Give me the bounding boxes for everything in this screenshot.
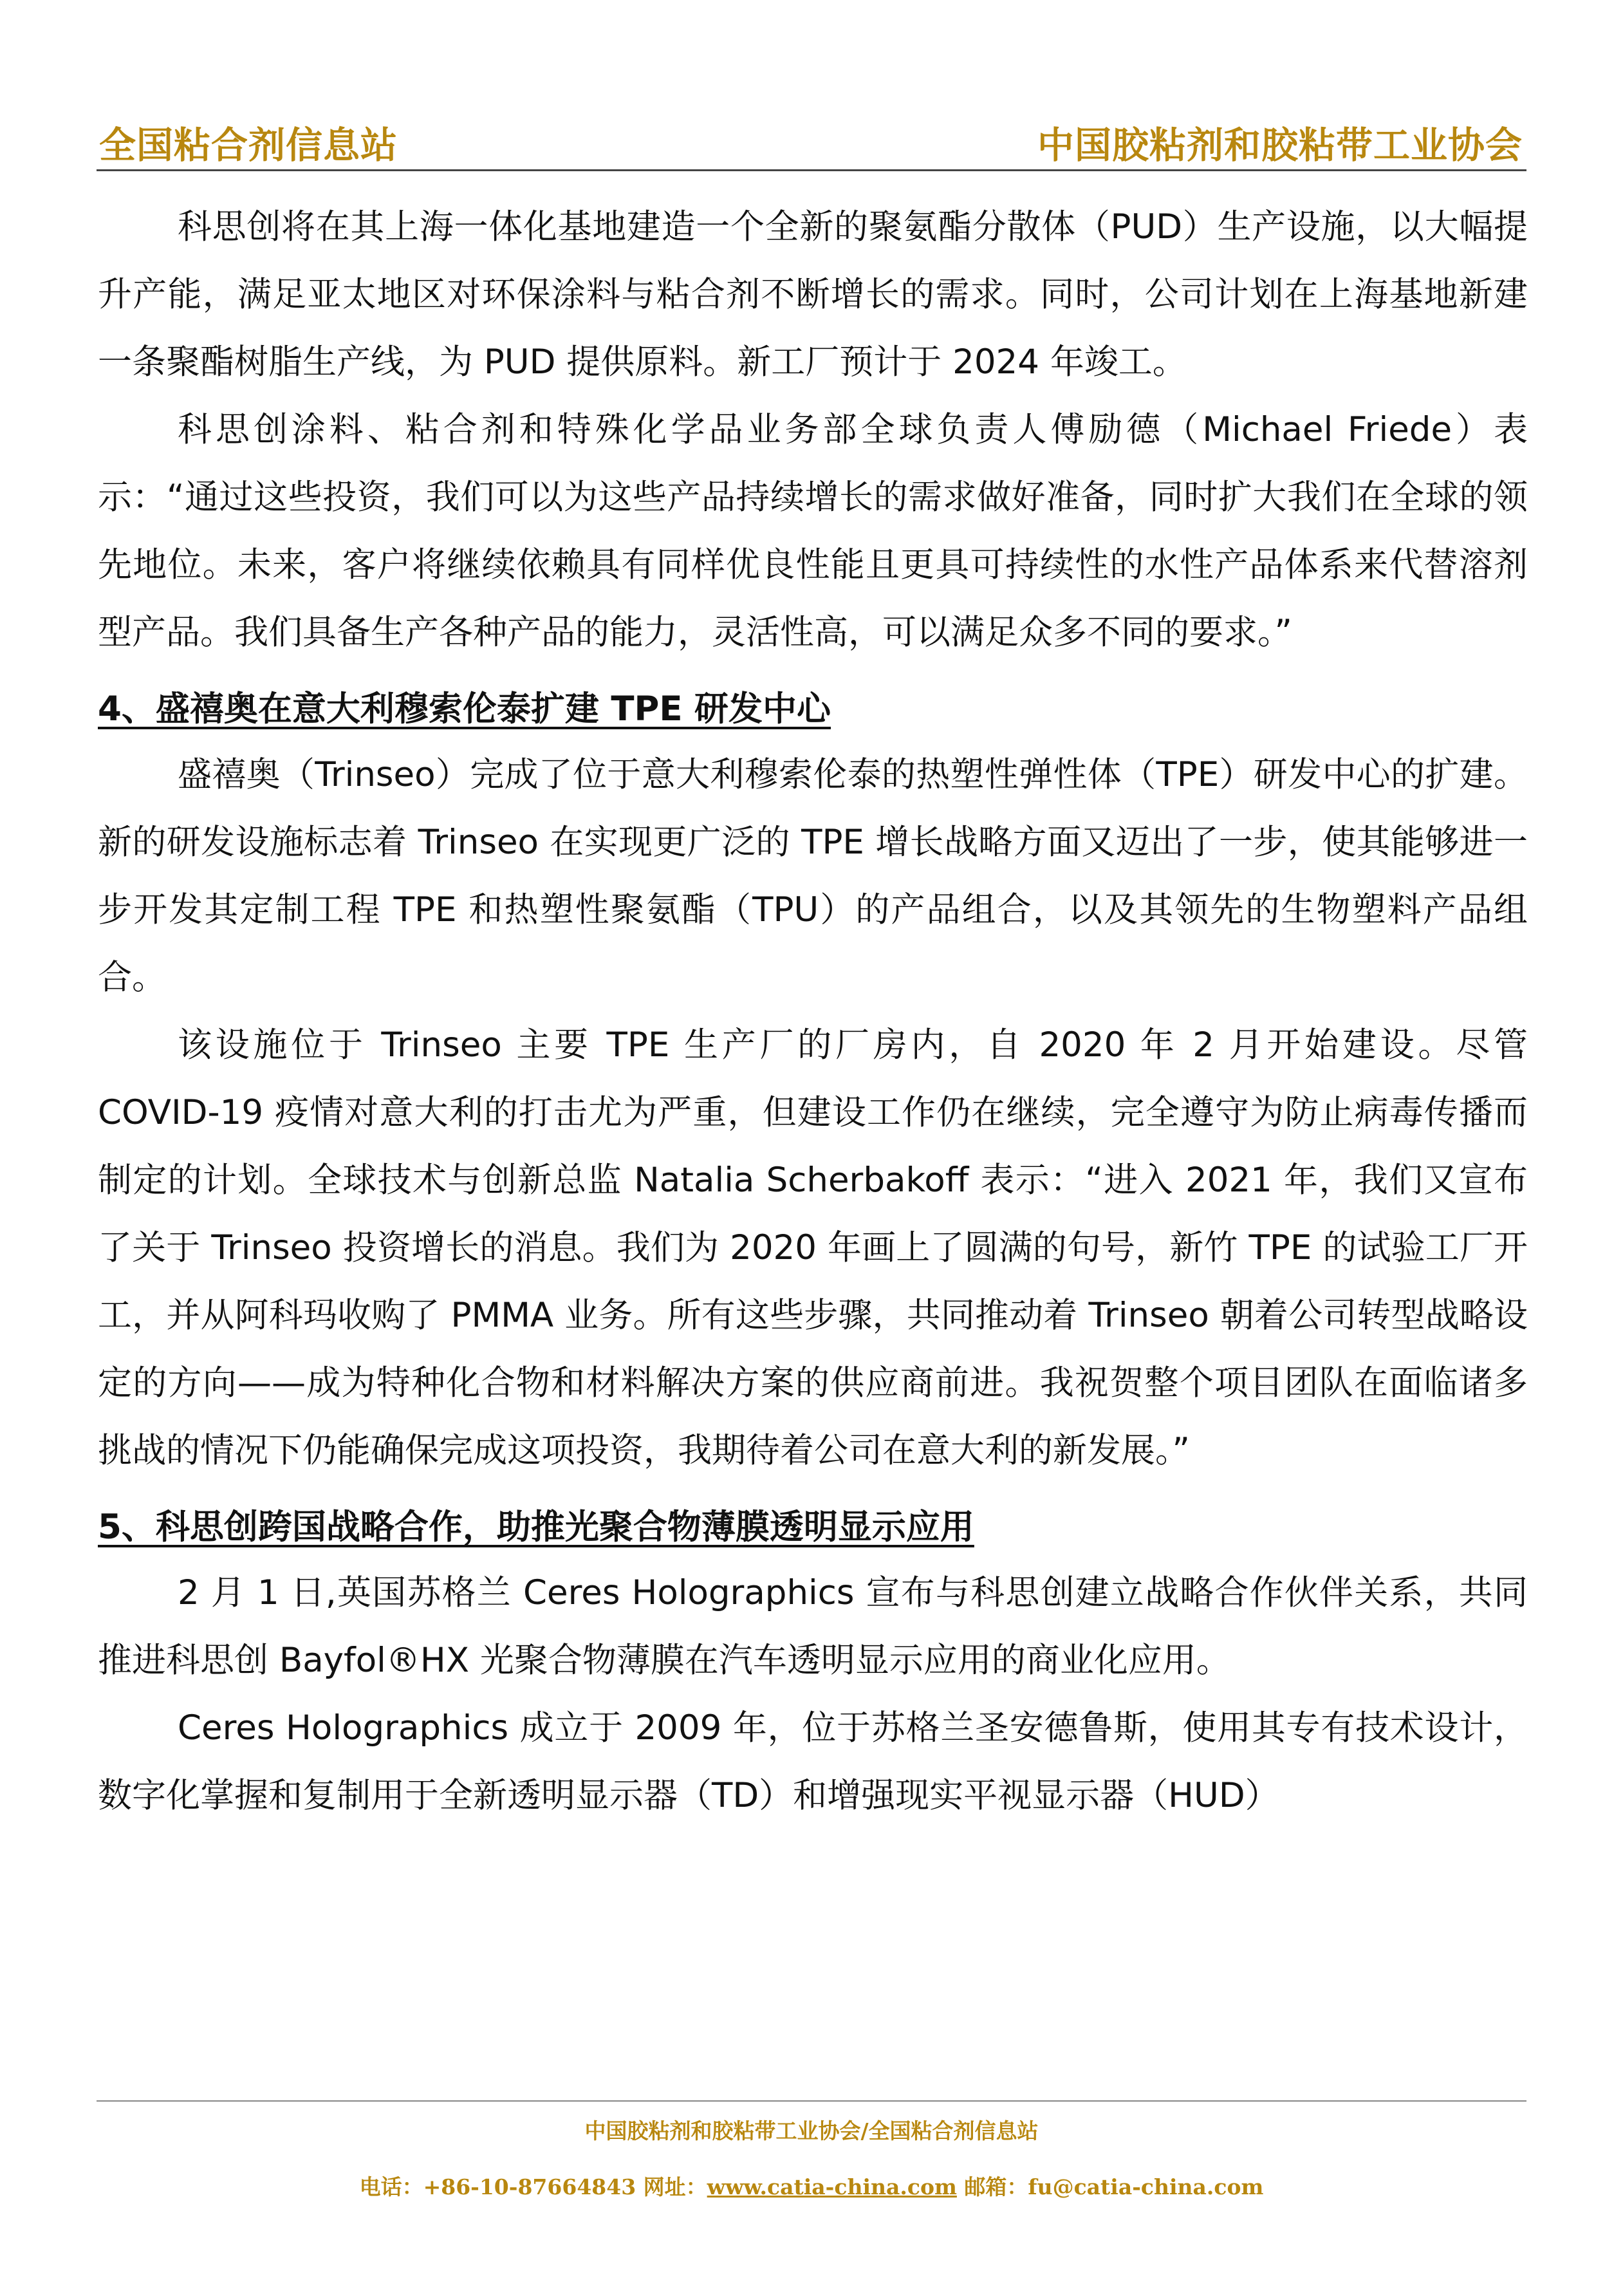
header-association-name: 中国胶粘剂和胶粘带工业协会	[1037, 124, 1523, 167]
footer-phone: 电话：+86-10-87664843 网址：	[359, 2174, 707, 2199]
footer-divider	[97, 2100, 1526, 2102]
header-divider	[97, 169, 1526, 171]
section-heading-4-wrap	[98, 666, 1528, 741]
footer-organization: 中国胶粘剂和胶粘带工业协会/全国粘合剂信息站	[584, 2118, 1039, 2143]
paragraph-trinseo-expansion: 盛禧奥（Trinseo）完成了位于意大利穆索伦泰的热塑性弹性体（TPE）研发中心的扩建。新的研发设施标志着 Trinseo 在实现更广泛的 TPE 增长战略方面又迈出了一步，使其能够进一步开发其定制工程 TPE 和热塑性聚氨酯（TPU）的产品组合，以及其领先的生物塑料产品组合。	[98, 755, 1528, 997]
footer-email: 邮箱：fu@catia-china.com	[956, 2174, 1264, 2199]
section-heading-trinseo: 4、盛禧奥在意大利穆索伦泰扩建 TPE 研发中心	[98, 689, 831, 729]
article-body	[98, 193, 1528, 1829]
paragraph-ceres-profile: Ceres Holographics 成立于 2009 年，位于苏格兰圣安德鲁斯，使用其专有技术设计，数字化掌握和复制用于全新透明显示器（TD）和增强现实平视显示器（HUD）	[98, 1708, 1528, 1815]
section-heading-covestro-ceres: 5、科思创跨国战略合作，助推光聚合物薄膜透明显示应用	[98, 1507, 974, 1547]
paragraph-friede-quote: 科思创涂料、粘合剂和特殊化学品业务部全球负责人傅励德（Michael Friede）表示：“通过这些投资，我们可以为这些产品持续增长的需求做好准备，同时扩大我们在全球的领先地位。未来，客户将继续依赖具有同样优良性能且更具可持续性的水性产品体系来代替溶剂型产品。我们具备生产各种产品的能力，灵活性高，可以满足众多不同的要求。”	[98, 410, 1528, 652]
paragraph-trinseo-facility: 该设施位于 Trinseo 主要 TPE 生产厂的厂房内，自 2020 年 2 月开始建设。尽管 COVID-19 疫情对意大利的打击尤为严重，但建设工作仍在继续，完全遵守为防止病毒传播而制定的计划。全球技术与创新总监 Natalia Scherbakoff 表示：“进入 2021 年，我们又宣布了关于 Trinseo 投资增长的消息。我们为 2020 年画上了圆满的句号，新竹 TPE 的试验工厂开工，并从阿科玛收购了 PMMA 业务。所有这些步骤，共同推动着 Trinseo 朝着公司转型战略设定的方向——成为特种化合物和材料解决方案的供应商前进。我祝贺整个项目团队在面临诸多挑战的情况下仍能确保完成这项投资，我期待着公司在意大利的新发展。”	[98, 1025, 1528, 1470]
header-site-name: 全国粘合剂信息站	[99, 124, 398, 167]
paragraph-ceres-partnership: 2 月 1 日,英国苏格兰 Ceres Holographics 宣布与科思创建立战略合作伙伴关系，共同推进科思创 Bayfol®HX 光聚合物薄膜在汽车透明显示应用的商业化应用。	[98, 1573, 1528, 1680]
footer-contact	[0, 2170, 1623, 2201]
footer-website-link[interactable]: www.catia-china.com	[707, 2174, 957, 2199]
paragraph-covestro-pud: 科思创将在其上海一体化基地建造一个全新的聚氨酯分散体（PUD）生产设施，以大幅提升产能，满足亚太地区对环保涂料与粘合剂不断增长的需求。同时，公司计划在上海基地新建一条聚酯树脂生产线，为 PUD 提供原料。新工厂预计于 2024 年竣工。	[98, 207, 1528, 382]
section-heading-5-wrap	[98, 1484, 1528, 1559]
page-header	[97, 112, 1526, 170]
